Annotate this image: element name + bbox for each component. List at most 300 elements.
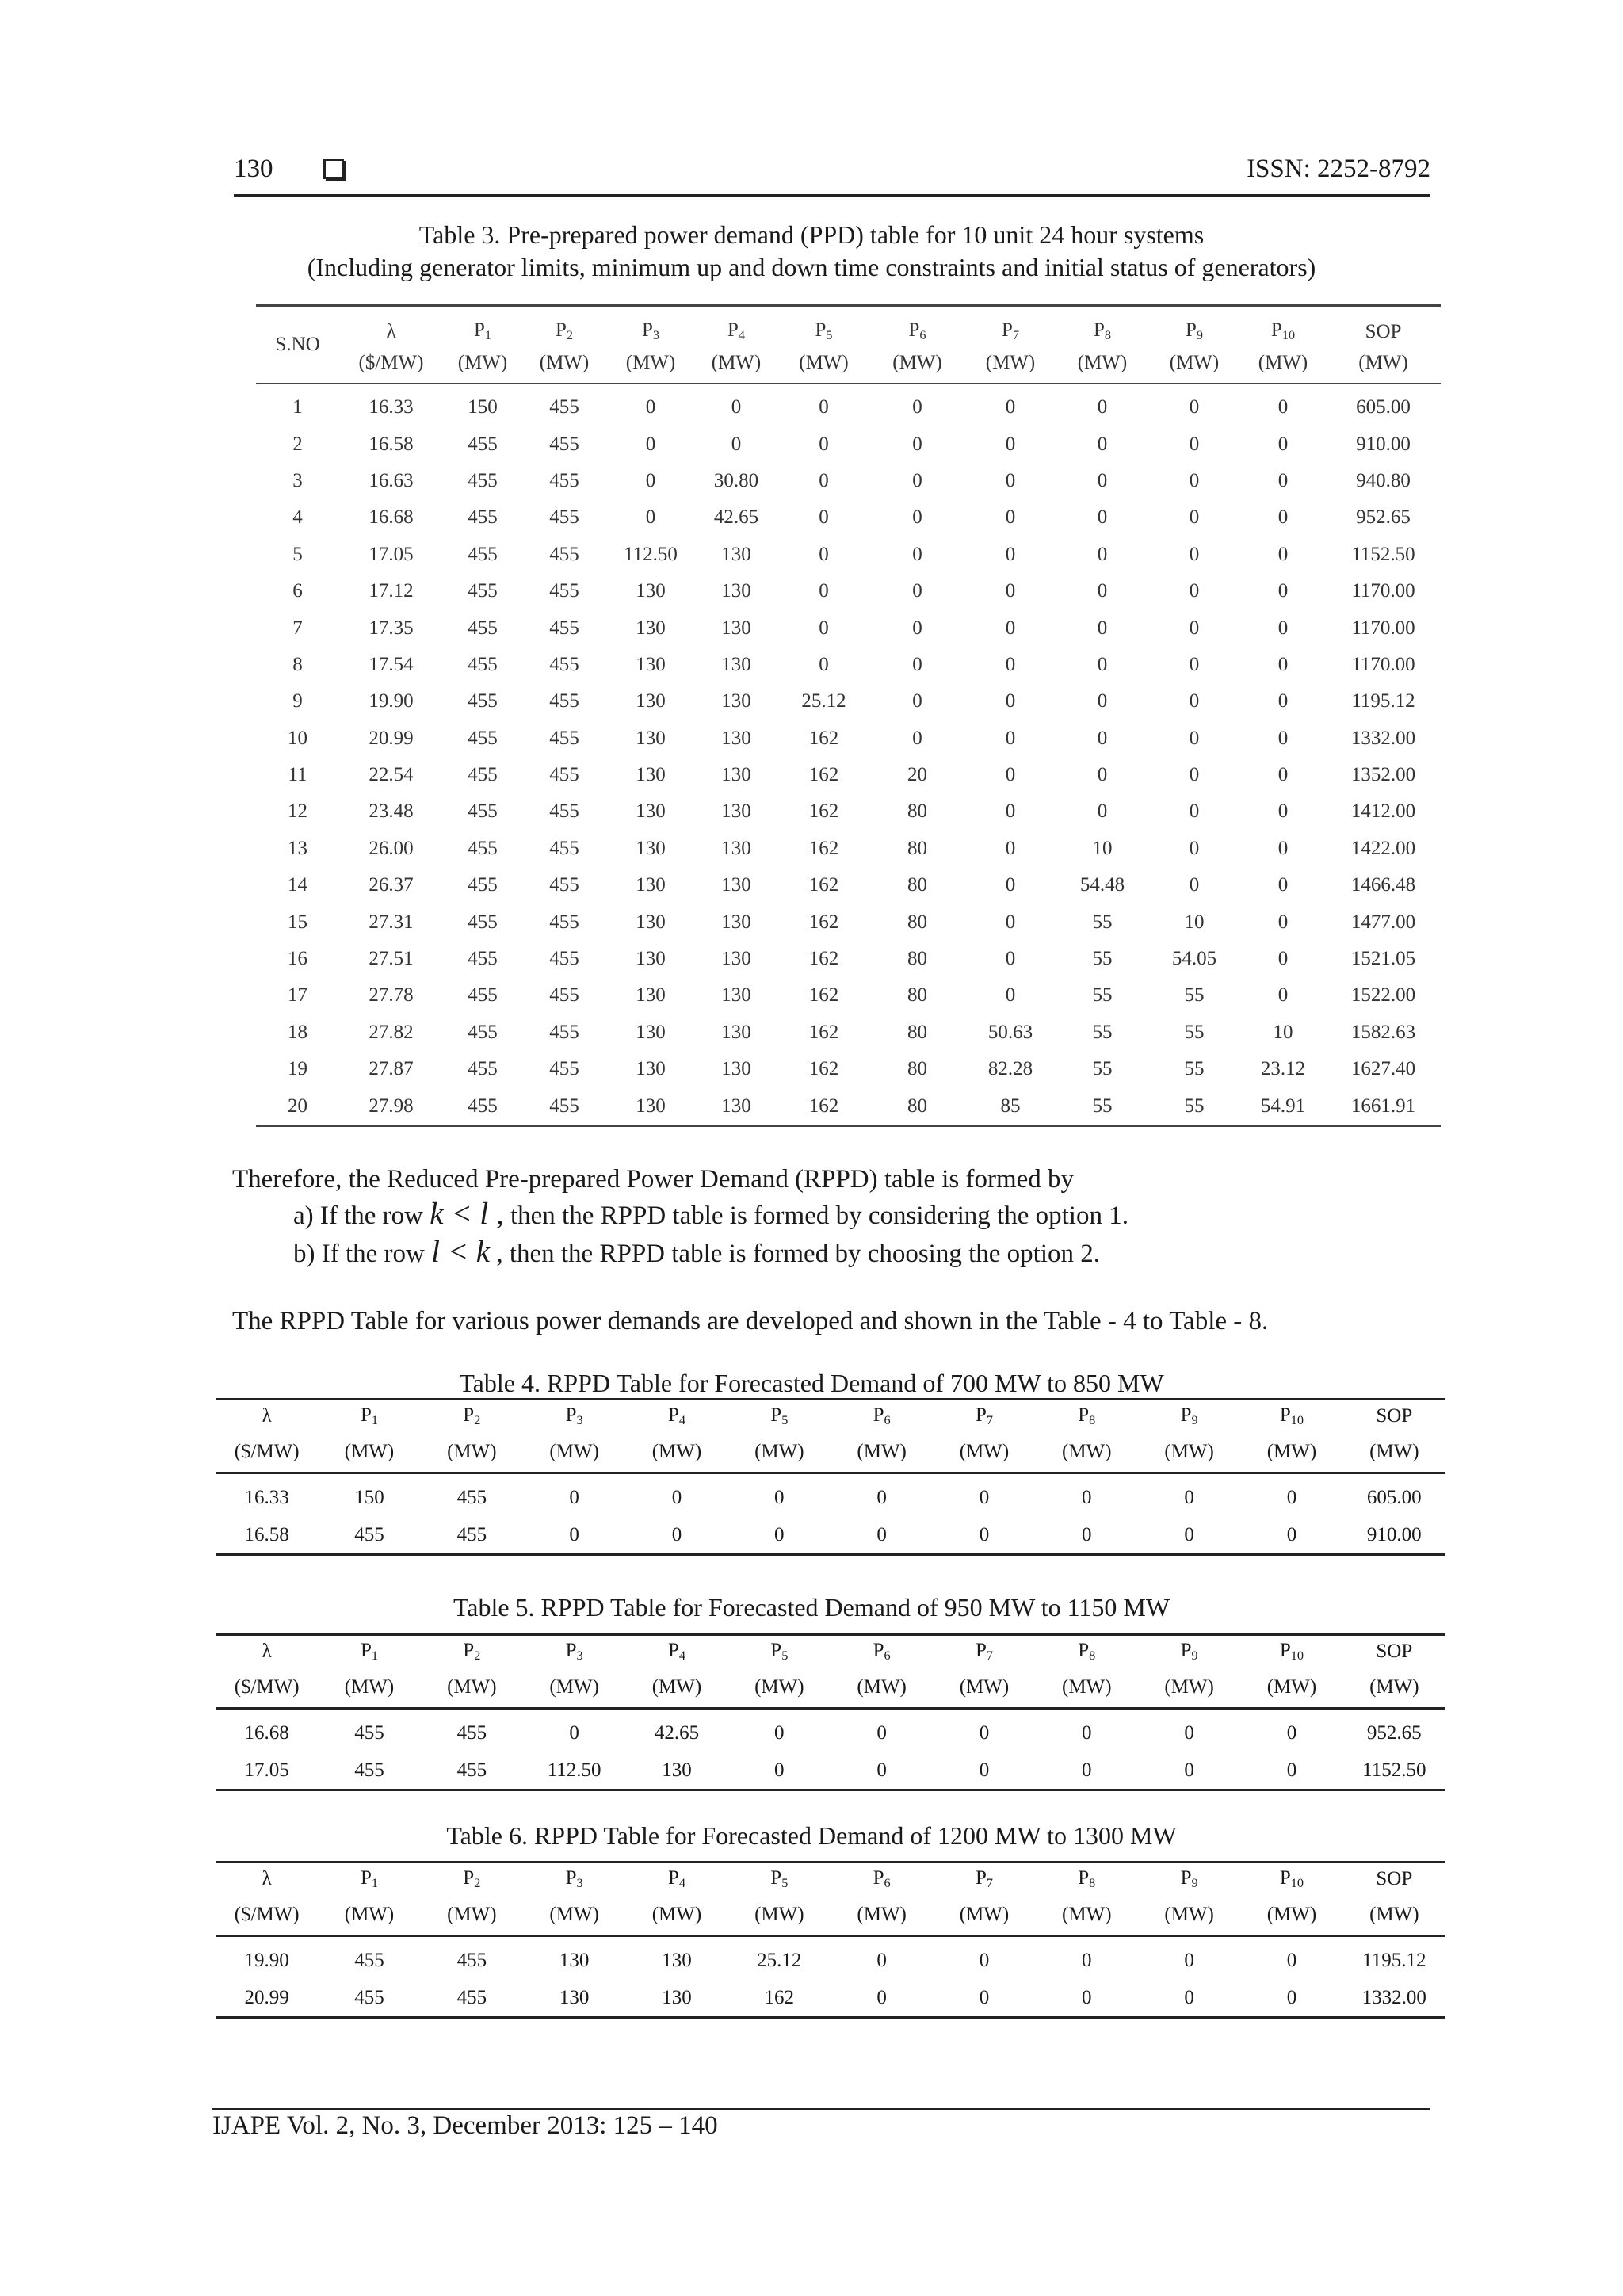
table-cell: 1170.00 xyxy=(1351,580,1415,602)
table-cell: 16.68 xyxy=(244,1721,289,1744)
table-cell: 0 xyxy=(1286,1486,1297,1508)
column-header: λ xyxy=(262,1641,272,1662)
table-cell: 42.65 xyxy=(654,1721,700,1744)
table-cell: 455 xyxy=(468,764,498,786)
table-cell: 1195.12 xyxy=(1351,690,1415,712)
table-cell: 130 xyxy=(636,948,666,970)
table-cell: 455 xyxy=(549,1058,579,1080)
unit-header: ($/MW) xyxy=(234,1441,300,1462)
unit-header: (MW) xyxy=(549,1676,599,1698)
column-header: $P_9$ xyxy=(1185,319,1204,342)
option-a xyxy=(293,1198,1128,1232)
table-row xyxy=(256,1087,1441,1125)
table-cell: 1521.05 xyxy=(1350,948,1416,970)
table-cell: 10 xyxy=(288,727,307,749)
column-header: λ xyxy=(262,1868,272,1889)
table-cell: 130 xyxy=(636,984,666,1007)
table-cell: 0 xyxy=(1005,617,1016,639)
unit-header: (MW) xyxy=(959,1676,1010,1698)
table-cell: 17.12 xyxy=(369,580,414,602)
table-cell: 130 xyxy=(636,727,666,749)
table-row xyxy=(256,1014,1441,1051)
table-cell: 0 xyxy=(819,396,829,418)
table-cell: 0 xyxy=(1082,1986,1092,2008)
table-cell: 8 xyxy=(292,653,303,675)
table-row xyxy=(256,426,1441,462)
option-b xyxy=(293,1236,1100,1270)
table-cell: 455 xyxy=(468,911,498,933)
table-cell: 0 xyxy=(1277,690,1289,712)
table-cell: 0 xyxy=(979,1523,990,1545)
table-cell: 130 xyxy=(636,764,666,786)
table-cell: 22.54 xyxy=(369,764,414,786)
unit-header: (MW) xyxy=(857,1904,907,1925)
table-cell: 54.48 xyxy=(1079,874,1125,896)
table4 xyxy=(216,1398,1445,1556)
table-cell: 0 xyxy=(1189,764,1200,786)
square-bullet-icon xyxy=(323,159,344,179)
column-header: $P_7$ xyxy=(975,1404,993,1427)
table-cell: 455 xyxy=(468,506,498,529)
table-cell: 455 xyxy=(549,543,579,565)
unit-header: (MW) xyxy=(651,1904,702,1925)
table-cell: 0 xyxy=(1005,580,1016,602)
column-header: SOP xyxy=(1376,1641,1413,1662)
table-cell: 162 xyxy=(808,948,839,970)
table-cell: 130 xyxy=(662,1759,692,1781)
table-cell: 455 xyxy=(549,690,579,712)
table-cell: 17.35 xyxy=(369,617,414,639)
unit-header: (MW) xyxy=(1369,1441,1419,1462)
table-cell: 0 xyxy=(1189,800,1200,823)
table-cell: 7 xyxy=(292,617,303,639)
table-cell: 0 xyxy=(819,653,829,675)
column-header: $P_5$ xyxy=(815,319,833,342)
table-cell: 0 xyxy=(1184,1986,1194,2008)
table-cell: 0 xyxy=(645,396,656,418)
table-cell: 0 xyxy=(569,1721,579,1744)
table-cell: 0 xyxy=(774,1721,785,1744)
table-cell: 1522.00 xyxy=(1350,984,1416,1007)
table-cell: 130 xyxy=(721,948,751,970)
table-cell: 42.65 xyxy=(713,506,759,529)
table-cell: 130 xyxy=(662,1949,692,1971)
table-cell: 0 xyxy=(1189,874,1200,896)
unit-header: (MW) xyxy=(1369,1676,1419,1698)
column-header: $P_8$ xyxy=(1078,1640,1096,1663)
table-cell: 10 xyxy=(1184,911,1205,933)
table-cell: 130 xyxy=(636,1095,666,1117)
column-header: SOP xyxy=(1365,321,1402,342)
unit-header: (MW) xyxy=(1369,1904,1419,1925)
table-cell: 27.82 xyxy=(369,1021,414,1043)
table-cell: 50.63 xyxy=(987,1021,1033,1043)
table-cell: 80 xyxy=(907,1095,927,1117)
table-cell: 162 xyxy=(808,1021,839,1043)
table-row xyxy=(256,977,1441,1014)
table-cell: 0 xyxy=(1189,506,1200,529)
table-cell: 0 xyxy=(819,543,829,565)
table-cell: 0 xyxy=(1005,543,1016,565)
table-row xyxy=(256,757,1441,793)
option-b-prefix: b) If the row xyxy=(293,1240,425,1268)
table-cell: 0 xyxy=(1184,1721,1194,1744)
unit-header: (MW) xyxy=(1164,1676,1214,1698)
table-row xyxy=(256,384,1441,426)
table-cell: 1 xyxy=(292,396,303,418)
table-cell: 80 xyxy=(907,911,927,933)
table-cell: 130 xyxy=(721,617,751,639)
table-cell: 130 xyxy=(636,580,666,602)
unit-header: (MW) xyxy=(959,1441,1010,1462)
table-cell: 162 xyxy=(808,874,839,896)
table-cell: 6 xyxy=(292,580,303,602)
table-cell: 0 xyxy=(819,506,829,529)
option-a-prefix: a) If the row xyxy=(293,1201,424,1230)
table-cell: 0 xyxy=(1097,727,1108,749)
table-cell: 455 xyxy=(549,948,579,970)
table-cell: 0 xyxy=(1005,800,1016,823)
table-cell: 0 xyxy=(1286,1523,1297,1545)
column-header: $P_{10}$ xyxy=(1279,1404,1304,1427)
table-row xyxy=(256,720,1441,757)
table-cell: 16.33 xyxy=(244,1486,289,1508)
issn: ISSN: 2252-8792 xyxy=(1247,155,1430,183)
unit-header: (MW) xyxy=(711,352,762,373)
column-header: $P_5$ xyxy=(770,1404,789,1427)
table-cell: 455 xyxy=(354,1523,384,1545)
column-header: SOP xyxy=(1376,1405,1413,1427)
table-cell: 54.91 xyxy=(1260,1095,1306,1117)
column-header: $P_3$ xyxy=(641,319,660,342)
table-cell: 1195.12 xyxy=(1362,1949,1426,1971)
column-header: $P_7$ xyxy=(1001,319,1020,342)
table-cell: 14 xyxy=(288,874,307,896)
table-cell: 130 xyxy=(636,653,666,675)
table-cell: 1477.00 xyxy=(1350,911,1416,933)
table-cell: 0 xyxy=(1189,543,1200,565)
table-cell: 0 xyxy=(1097,543,1108,565)
table-cell: 0 xyxy=(1082,1486,1092,1508)
table-cell: 455 xyxy=(468,874,498,896)
column-header: $P_6$ xyxy=(873,1640,891,1663)
table-cell: 0 xyxy=(1005,506,1016,529)
unit-header: (MW) xyxy=(1258,352,1308,373)
table-cell: 0 xyxy=(1005,469,1016,491)
table-cell: 55 xyxy=(1092,1095,1113,1117)
unit-header: (MW) xyxy=(857,1676,907,1698)
table-cell: 27.51 xyxy=(369,948,414,970)
table-cell: 605.00 xyxy=(1356,396,1411,418)
unit-header: (MW) xyxy=(754,1904,804,1925)
table-cell: 0 xyxy=(1277,874,1289,896)
unit-header: (MW) xyxy=(892,352,942,373)
column-header: $P_2$ xyxy=(463,1404,481,1427)
table-cell: 455 xyxy=(468,1021,498,1043)
column-header: $P_6$ xyxy=(908,319,926,342)
table5 xyxy=(216,1633,1445,1791)
table-cell: 130 xyxy=(721,727,751,749)
table-cell: 27.87 xyxy=(369,1058,414,1080)
table-cell: 0 xyxy=(912,653,922,675)
table-row xyxy=(216,1516,1445,1555)
table-cell: 112.50 xyxy=(624,543,678,565)
table-cell: 455 xyxy=(549,984,579,1007)
table-cell: 55 xyxy=(1092,948,1113,970)
table-cell: 5 xyxy=(292,543,303,565)
unit-header: (MW) xyxy=(651,1441,702,1462)
column-header: $P_4$ xyxy=(727,319,746,342)
unit-header: (MW) xyxy=(1164,1904,1214,1925)
table-cell: 0 xyxy=(979,1759,990,1781)
table-cell: 130 xyxy=(636,690,666,712)
table-cell: 0 xyxy=(1005,433,1016,455)
table-cell: 162 xyxy=(808,984,839,1007)
table-cell: 0 xyxy=(1277,764,1289,786)
table-cell: 0 xyxy=(1277,617,1289,639)
table-cell: 16.33 xyxy=(369,396,414,418)
table-cell: 130 xyxy=(721,911,751,933)
table-cell: 0 xyxy=(912,396,922,418)
table-cell: 17.05 xyxy=(244,1759,289,1781)
table-row xyxy=(216,1709,1445,1752)
table-cell: 26.00 xyxy=(369,837,414,859)
unit-header: (MW) xyxy=(1164,1441,1214,1462)
table-cell: 455 xyxy=(456,1759,487,1781)
column-header: $P_5$ xyxy=(770,1867,789,1890)
table-cell: 455 xyxy=(468,984,498,1007)
table-cell: 0 xyxy=(912,433,922,455)
column-header: $P_3$ xyxy=(565,1640,583,1663)
table-cell: 0 xyxy=(819,580,829,602)
table-cell: 85 xyxy=(1000,1095,1021,1117)
table-cell: 27.98 xyxy=(369,1095,414,1117)
table-cell: 130 xyxy=(721,874,751,896)
unit-header: ($/MW) xyxy=(234,1676,300,1698)
table-cell: 0 xyxy=(1189,580,1200,602)
column-header: $P_9$ xyxy=(1180,1404,1198,1427)
table-cell: 0 xyxy=(1082,1759,1092,1781)
table-cell: 16.58 xyxy=(369,433,414,455)
table-cell: 0 xyxy=(645,433,656,455)
table-cell: 0 xyxy=(671,1486,682,1508)
column-header: $P_6$ xyxy=(873,1404,891,1427)
column-header: λ xyxy=(386,321,396,342)
column-header: $P_7$ xyxy=(975,1640,993,1663)
unit-header: (MW) xyxy=(549,1904,599,1925)
table-cell: 25.12 xyxy=(801,690,846,712)
table-row xyxy=(256,941,1441,977)
table-cell: 0 xyxy=(671,1523,682,1545)
table-cell: 0 xyxy=(876,1523,887,1545)
column-header: $P_2$ xyxy=(555,319,574,342)
table-cell: 130 xyxy=(721,543,751,565)
table-row xyxy=(256,573,1441,609)
column-header: $P_5$ xyxy=(770,1640,789,1663)
table-cell: 0 xyxy=(912,506,922,529)
table-cell: 0 xyxy=(1082,1523,1092,1545)
table-row xyxy=(256,609,1441,646)
table-cell: 17 xyxy=(288,984,307,1007)
table-cell: 1152.50 xyxy=(1351,543,1415,565)
table-cell: 0 xyxy=(1005,653,1016,675)
table-cell: 55 xyxy=(1092,1021,1113,1043)
table6 xyxy=(216,1861,1445,2019)
unit-header: (MW) xyxy=(344,1676,395,1698)
unit-header: (MW) xyxy=(1266,1904,1317,1925)
table-cell: 455 xyxy=(549,617,579,639)
table-cell: 130 xyxy=(721,764,751,786)
table-cell: 0 xyxy=(1189,837,1200,859)
table-cell: 16 xyxy=(288,948,307,970)
body-paragraph: Therefore, the Reduced Pre-prepared Power Demand (RPPD) table is formed by xyxy=(232,1165,1075,1194)
table-cell: 455 xyxy=(456,1721,487,1744)
table-cell: 0 xyxy=(1005,690,1016,712)
table-cell: 130 xyxy=(636,874,666,896)
table-cell: 455 xyxy=(549,1095,579,1117)
table-cell: 0 xyxy=(1184,1949,1194,1971)
table-cell: 23.48 xyxy=(369,800,414,823)
table-cell: 455 xyxy=(456,1986,487,2008)
unit-header: (MW) xyxy=(799,352,849,373)
table-cell: 455 xyxy=(549,469,579,491)
table-cell: 0 xyxy=(912,690,922,712)
table-cell: 19.90 xyxy=(369,690,414,712)
table-cell: 455 xyxy=(549,433,579,455)
table-cell: 25.12 xyxy=(757,1949,802,1971)
table-row xyxy=(256,499,1441,536)
unit-header: (MW) xyxy=(1077,352,1128,373)
footer-citation: IJAPE Vol. 2, No. 3, December 2013: 125 – 140 xyxy=(212,2111,718,2140)
unit-header: (MW) xyxy=(344,1441,395,1462)
table-cell: 0 xyxy=(876,1486,887,1508)
table-cell: 27.31 xyxy=(369,911,414,933)
table-cell: 0 xyxy=(1097,433,1108,455)
table-cell: 0 xyxy=(819,469,829,491)
table-cell: 17.05 xyxy=(369,543,414,565)
table-cell: 0 xyxy=(876,1759,887,1781)
unit-header: (MW) xyxy=(754,1441,804,1462)
table-cell: 0 xyxy=(645,506,656,529)
unit-header: (MW) xyxy=(959,1904,1010,1925)
table-cell: 0 xyxy=(1277,727,1289,749)
table-cell: 0 xyxy=(1097,690,1108,712)
table-cell: 0 xyxy=(912,469,922,491)
table-cell: 11 xyxy=(288,764,307,786)
table-cell: 150 xyxy=(468,396,498,418)
unit-header: (MW) xyxy=(625,352,676,373)
table-cell: 1466.48 xyxy=(1350,874,1416,896)
unit-header: (MW) xyxy=(539,352,590,373)
table-cell: 0 xyxy=(1277,948,1289,970)
table-cell: 15 xyxy=(288,911,307,933)
unit-header: (MW) xyxy=(985,352,1036,373)
table-cell: 130 xyxy=(636,837,666,859)
table-cell: 0 xyxy=(1277,653,1289,675)
table-cell: 0 xyxy=(1277,580,1289,602)
table-cell: 16.63 xyxy=(369,469,414,491)
table-cell: 0 xyxy=(979,1486,990,1508)
table-row xyxy=(256,793,1441,830)
table-cell: 20.99 xyxy=(369,727,414,749)
table-cell: 0 xyxy=(1097,617,1108,639)
table-cell: 80 xyxy=(907,1058,927,1080)
table-cell: 23.12 xyxy=(1260,1058,1306,1080)
table-cell: 455 xyxy=(549,764,579,786)
table-row xyxy=(256,683,1441,720)
table-cell: 455 xyxy=(549,506,579,529)
table-cell: 455 xyxy=(468,469,498,491)
table-cell: 150 xyxy=(354,1486,384,1508)
table-cell: 0 xyxy=(1189,727,1200,749)
table-cell: 12 xyxy=(288,800,307,823)
table-cell: 455 xyxy=(456,1523,487,1545)
column-header: $P_8$ xyxy=(1078,1867,1096,1890)
unit-header: (MW) xyxy=(754,1676,804,1698)
table-cell: 0 xyxy=(1277,396,1289,418)
table-cell: 80 xyxy=(907,874,927,896)
column-header: SOP xyxy=(1376,1868,1413,1889)
table-cell: 0 xyxy=(819,617,829,639)
option-a-math: k < l , xyxy=(430,1197,504,1231)
page-number: 130 xyxy=(234,155,273,183)
table-cell: 55 xyxy=(1184,1095,1205,1117)
table-cell: 19 xyxy=(288,1058,307,1080)
column-header: λ xyxy=(262,1405,272,1427)
table-cell: 4 xyxy=(292,506,303,529)
table-cell: 27.78 xyxy=(369,984,414,1007)
table-cell: 9 xyxy=(292,690,303,712)
table-cell: 20 xyxy=(288,1095,307,1117)
column-header: $P_{10}$ xyxy=(1270,319,1296,342)
table-cell: 910.00 xyxy=(1356,433,1411,455)
table-row xyxy=(216,1936,1445,1980)
table-row xyxy=(256,1051,1441,1087)
table-cell: 0 xyxy=(1082,1721,1092,1744)
table-cell: 0 xyxy=(1189,469,1200,491)
running-header xyxy=(234,155,1430,197)
table-cell: 130 xyxy=(662,1986,692,2008)
column-header: $P_3$ xyxy=(565,1867,583,1890)
table4-caption: Table 4. RPPD Table for Forecasted Demand of 700 MW to 850 MW xyxy=(459,1369,1164,1397)
table-cell: 10 xyxy=(1092,837,1113,859)
table-cell: 130 xyxy=(636,1021,666,1043)
table-cell: 55 xyxy=(1184,1058,1205,1080)
table-cell: 0 xyxy=(1286,1759,1297,1781)
column-header: $P_9$ xyxy=(1180,1640,1198,1663)
table-cell: 55 xyxy=(1184,1021,1205,1043)
table-cell: 13 xyxy=(288,837,307,859)
table-cell: 0 xyxy=(1005,764,1016,786)
column-header: $P_4$ xyxy=(667,1404,685,1427)
table-cell: 0 xyxy=(569,1486,579,1508)
column-header: $P_4$ xyxy=(667,1867,685,1890)
table-cell: 130 xyxy=(636,1058,666,1080)
table-cell: 0 xyxy=(1277,433,1289,455)
option-b-suffix: , then the RPPD table is formed by choosing the option 2. xyxy=(490,1240,1101,1268)
table-cell: 455 xyxy=(549,653,579,675)
table-cell: 130 xyxy=(721,653,751,675)
table-row xyxy=(256,904,1441,940)
option-a-suffix: then the RPPD table is formed by considering the option 1. xyxy=(503,1201,1128,1230)
unit-header: (MW) xyxy=(857,1441,907,1462)
table-cell: 0 xyxy=(1286,1721,1297,1744)
unit-header: (MW) xyxy=(549,1441,599,1462)
table-cell: 455 xyxy=(468,948,498,970)
unit-header: (MW) xyxy=(344,1904,395,1925)
table-cell: 0 xyxy=(1189,396,1200,418)
unit-header: (MW) xyxy=(447,1441,497,1462)
